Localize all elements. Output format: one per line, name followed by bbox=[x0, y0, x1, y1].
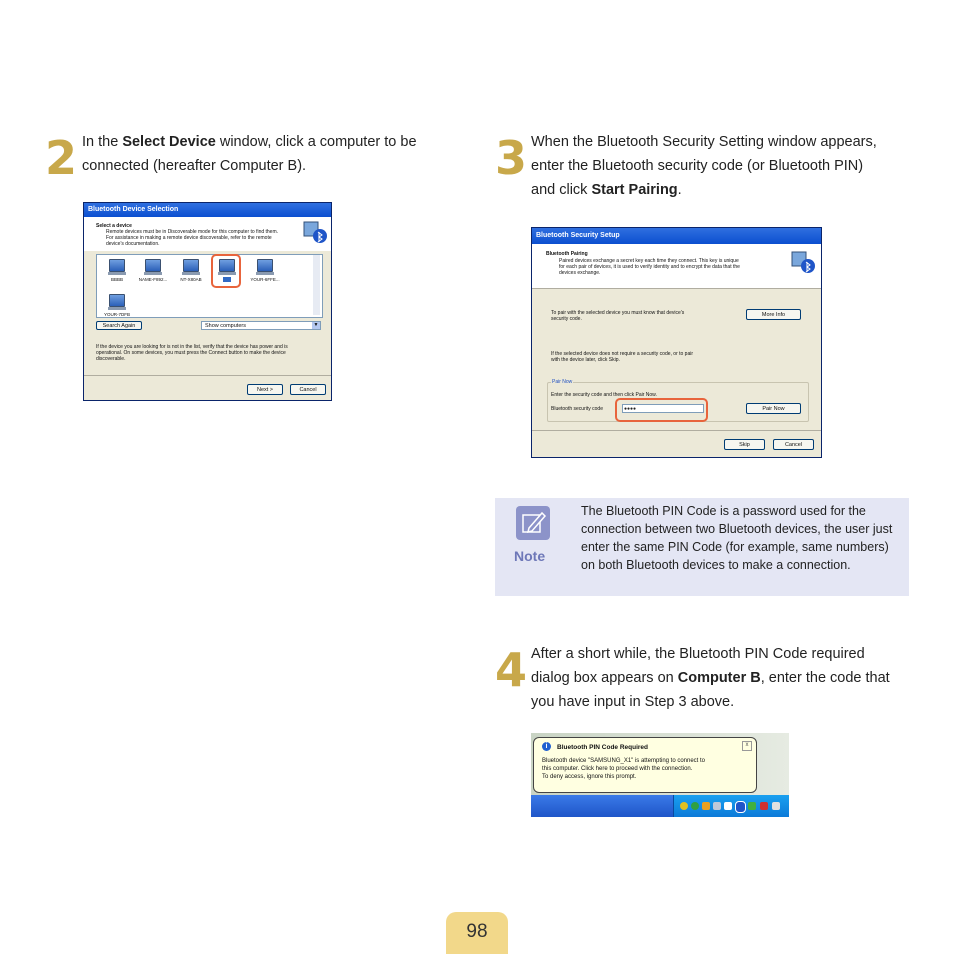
device-item[interactable]: YOUR-7DFB bbox=[102, 294, 132, 317]
device-item[interactable]: NT-X80AB bbox=[176, 259, 206, 282]
step-3-text: When the Bluetooth Security Setting window appears, enter the Bluetooth security code (or Bluetooth PIN) and click Start Pairing. bbox=[531, 134, 877, 198]
tray-icon[interactable] bbox=[724, 802, 732, 810]
search-again-button[interactable]: Search Again bbox=[96, 321, 142, 330]
selected-device-highlight bbox=[211, 254, 241, 288]
security-code-input[interactable]: ●●●● bbox=[622, 404, 704, 413]
cancel-button[interactable]: Cancel bbox=[290, 384, 326, 395]
start-pairing-term: Start Pairing bbox=[591, 182, 678, 198]
tray-icon[interactable] bbox=[680, 802, 688, 810]
bluetooth-tray-icon[interactable] bbox=[735, 801, 746, 813]
device-item[interactable]: BBBB bbox=[102, 259, 132, 282]
close-icon[interactable]: x bbox=[742, 741, 752, 751]
balloon-title: Bluetooth PIN Code Required bbox=[557, 744, 648, 751]
security-code-label: Bluetooth security code bbox=[551, 406, 603, 412]
device-item[interactable]: NAME-F892... bbox=[138, 259, 168, 282]
step-2-number: 2 bbox=[45, 131, 78, 185]
select-device-term: Select Device bbox=[122, 134, 216, 150]
step-2-text: In the Select Device window, click a computer to be connected (hereafter Computer B). bbox=[82, 134, 417, 174]
divider bbox=[532, 430, 821, 431]
bluetooth-icon bbox=[302, 220, 328, 244]
system-tray bbox=[673, 795, 789, 817]
step-4-number: 4 bbox=[495, 643, 528, 697]
tray-icon[interactable] bbox=[772, 802, 780, 810]
device-selection-dialog: Bluetooth Device Selection Select a device Remote devices must be in Discoverable mode for this computer to find them. For assistance in making a remote device discoverable, refer to the remote device's documentation. BBBB NAME-F892... NT-X80AB YOUR-6FFE... YOUR-7DFB Search Again Show computers ▼ If the device you are looking for is not in the list, verify that the device has power and is operational. On some devices, you must press the Connect button to make the device discoverable. Next > Cancel bbox=[83, 202, 332, 401]
more-info-button[interactable]: More Info bbox=[746, 309, 801, 320]
dialog-heading: Select a device bbox=[96, 223, 132, 229]
page-number: 98 bbox=[466, 921, 488, 942]
cancel-button[interactable]: Cancel bbox=[773, 439, 814, 450]
divider bbox=[532, 288, 821, 289]
divider bbox=[84, 375, 331, 376]
computer-b-term: Computer B bbox=[677, 670, 761, 686]
next-button[interactable]: Next > bbox=[247, 384, 283, 395]
security-code-highlight bbox=[615, 398, 708, 422]
tray-icon[interactable] bbox=[748, 802, 756, 810]
filter-select[interactable]: Show computers ▼ bbox=[201, 321, 321, 330]
device-item[interactable]: YOUR-6FFE... bbox=[250, 259, 280, 282]
info-icon: i bbox=[542, 742, 551, 751]
dialog-heading: Bluetooth Pairing bbox=[546, 251, 588, 257]
dialog-title: Bluetooth Security Setup bbox=[532, 228, 821, 244]
dialog-title: Bluetooth Device Selection bbox=[84, 203, 331, 217]
step-4-text: After a short while, the Bluetooth PIN Code required dialog box appears on Computer B, enter the code that you have input in Step 3 above. bbox=[531, 646, 890, 710]
bluetooth-icon bbox=[790, 250, 816, 274]
skip-button[interactable]: Skip bbox=[724, 439, 765, 450]
security-setup-dialog: Bluetooth Security Setup Bluetooth Pairing Paired devices exchange a secret key each time they connect. This key is unique for each pair of devices, it is used to verify identity and to encrypt the data that the devices exchange. To pair with the selected device you must know that device's security code. More Info If the selected device does not require a security code, or to pair with the device later, click Skip. Pair Now Enter the security code and then click Pair Now. Bluetooth security code ●●●● Pair Now Skip Cancel bbox=[531, 227, 822, 458]
tray-icon[interactable] bbox=[713, 802, 721, 810]
chevron-down-icon[interactable]: ▼ bbox=[313, 322, 319, 328]
note-label: Note bbox=[514, 548, 546, 564]
pin-code-balloon[interactable]: i Bluetooth PIN Code Required x Bluetooth device "SAMSUNG_X1" is attempting to connect to this computer. Click here to proceed with the connection. To deny access, ignore this prompt. bbox=[533, 737, 757, 793]
tray-icon[interactable] bbox=[702, 802, 710, 810]
tray-icon[interactable] bbox=[691, 802, 699, 810]
pair-now-group-label: Pair Now bbox=[552, 379, 573, 385]
note-pencil-icon bbox=[516, 506, 550, 540]
balloon-screenshot bbox=[531, 733, 789, 817]
pair-now-button[interactable]: Pair Now bbox=[746, 403, 801, 414]
note-text: The Bluetooth PIN Code is a password used for the connection between two Bluetooth devices, the user just enter the same PIN Code (for example, same numbers) on both Bluetooth devices to make a connection. bbox=[581, 504, 893, 572]
device-list-scrollbar[interactable] bbox=[313, 255, 320, 315]
step-3-number: 3 bbox=[495, 131, 528, 185]
tray-icon[interactable] bbox=[760, 802, 768, 810]
